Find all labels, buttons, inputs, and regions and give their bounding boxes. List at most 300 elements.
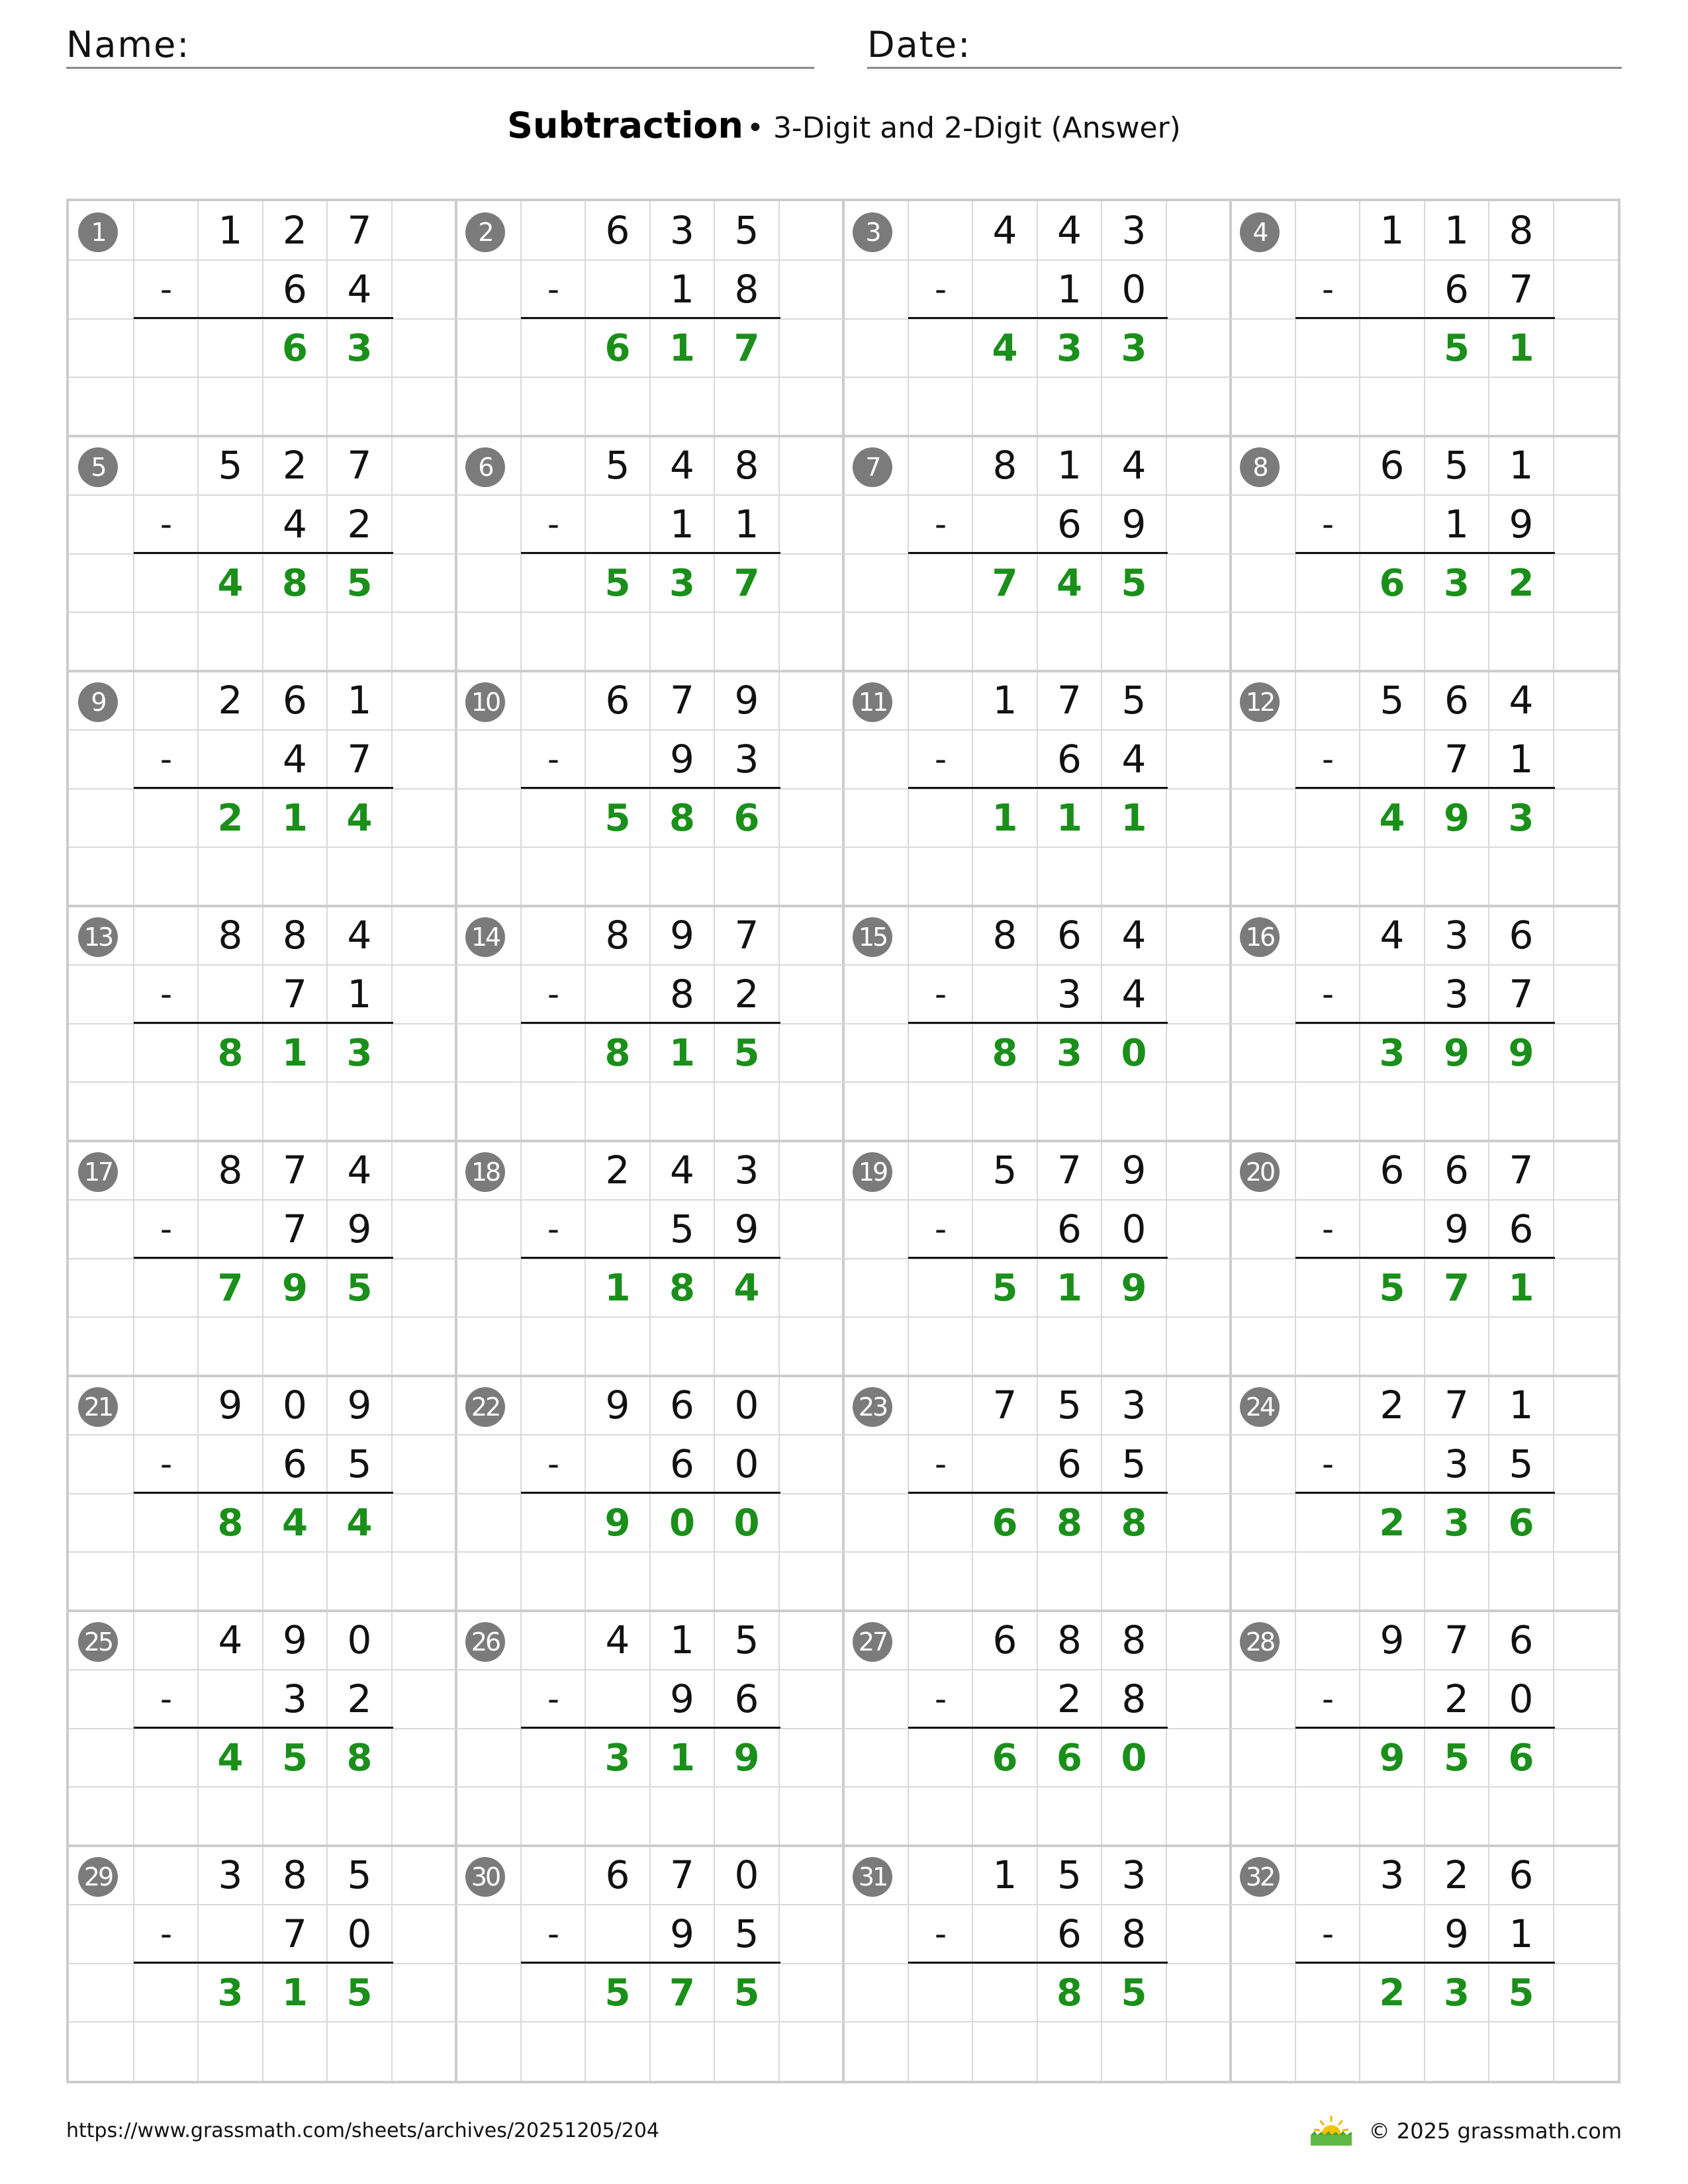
answer-digit: 1 xyxy=(282,1971,308,2015)
minus-sign: - xyxy=(160,1445,173,1483)
answer-digit: 6 xyxy=(1056,1736,1082,1780)
problem-16 xyxy=(1231,906,1618,1142)
minuend-digit: 1 xyxy=(670,1617,694,1662)
problem-28 xyxy=(1231,1611,1618,1846)
subtrahend-digit: 3 xyxy=(283,1676,307,1721)
answer-digit: 1 xyxy=(604,1266,631,1310)
minuend-digit: 4 xyxy=(670,1148,694,1193)
answer-digit: 8 xyxy=(346,1736,373,1780)
minuend-digit: 1 xyxy=(992,1852,1017,1897)
answer-digit: 2 xyxy=(1508,561,1534,605)
answer-rule xyxy=(134,1727,393,1729)
problem-number-badge: 30 xyxy=(465,1857,505,1897)
problem-number-badge: 29 xyxy=(78,1857,118,1897)
minuend-digit: 7 xyxy=(734,913,759,958)
answer-digit: 5 xyxy=(1444,1736,1470,1780)
subtrahend-digit: 6 xyxy=(1057,1441,1082,1486)
subtrahend-digit: 5 xyxy=(734,1911,759,1956)
minuend-digit: 0 xyxy=(734,1383,759,1428)
problem-23 xyxy=(843,1376,1231,1612)
problem-32 xyxy=(1231,1846,1618,2081)
problem-number-badge: 31 xyxy=(853,1857,892,1897)
problem-26 xyxy=(456,1611,844,1846)
problem-27 xyxy=(843,1611,1231,1846)
answer-digit: 1 xyxy=(1056,796,1082,840)
problem-number-badge: 2 xyxy=(465,212,505,252)
minus-sign: - xyxy=(160,1680,173,1718)
subtrahend-digit: 0 xyxy=(1121,1206,1147,1251)
answer-digit: 7 xyxy=(733,561,760,605)
minuend-digit: 6 xyxy=(605,678,630,723)
subtrahend-digit: 8 xyxy=(1121,1676,1147,1721)
answer-digit: 1 xyxy=(1508,1266,1534,1310)
problem-number-badge: 15 xyxy=(853,917,892,957)
problem-number-badge: 6 xyxy=(465,447,505,487)
subtrahend-digit: 9 xyxy=(670,1911,694,1956)
minuend-digit: 7 xyxy=(1444,1383,1469,1428)
minus-sign: - xyxy=(1321,975,1335,1013)
answer-digit: 5 xyxy=(1121,561,1147,605)
problem-number-badge: 23 xyxy=(853,1387,892,1427)
minuend-digit: 4 xyxy=(218,1617,243,1662)
answer-digit: 5 xyxy=(992,1266,1018,1310)
problem-number-badge: 25 xyxy=(78,1622,118,1662)
minuend-digit: 8 xyxy=(218,913,243,958)
answer-rule xyxy=(134,1962,393,1964)
problem-number-badge: 24 xyxy=(1240,1387,1280,1427)
minuend-digit: 4 xyxy=(605,1617,630,1662)
answer-digit: 4 xyxy=(282,1501,308,1545)
problem-11 xyxy=(843,671,1231,907)
answer-digit: 9 xyxy=(1121,1266,1147,1310)
answer-rule xyxy=(134,1022,393,1024)
answer-rule xyxy=(908,1492,1168,1494)
problem-number-badge: 8 xyxy=(1240,447,1280,487)
minuend-digit: 3 xyxy=(1380,1852,1405,1897)
minuend-digit: 9 xyxy=(283,1617,307,1662)
problem-1 xyxy=(69,201,457,437)
problem-number-badge: 5 xyxy=(78,447,118,487)
minuend-digit: 5 xyxy=(1380,678,1405,723)
subtrahend-digit: 7 xyxy=(347,736,372,782)
subtrahend-digit: 6 xyxy=(1057,1206,1082,1251)
subtrahend-digit: 6 xyxy=(1057,1911,1082,1956)
minuend-digit: 4 xyxy=(992,208,1017,253)
minuend-digit: 5 xyxy=(1057,1852,1082,1897)
answer-digit: 4 xyxy=(1056,561,1082,605)
minuend-digit: 3 xyxy=(1121,1852,1147,1897)
answer-rule xyxy=(134,1257,393,1259)
minuend-digit: 2 xyxy=(283,208,307,253)
problem-number-badge: 22 xyxy=(465,1387,505,1427)
minuend-digit: 9 xyxy=(605,1383,630,1428)
answer-rule xyxy=(134,787,393,789)
footer-copyright: © 2025 grassmath.com xyxy=(1368,2118,1622,2144)
answer-digit: 9 xyxy=(1444,796,1470,840)
worksheet-title xyxy=(0,105,1688,146)
answer-rule xyxy=(521,1962,780,1964)
answer-digit: 6 xyxy=(604,326,631,370)
answer-digit: 8 xyxy=(669,796,695,840)
answer-digit: 3 xyxy=(1444,1501,1470,1545)
title-subtitle: • 3-Digit and 2-Digit (Answer) xyxy=(747,111,1181,145)
subtrahend-digit: 5 xyxy=(1509,1441,1534,1486)
minuend-digit: 6 xyxy=(1509,1852,1534,1897)
minuend-digit: 7 xyxy=(1057,678,1082,723)
answer-digit: 9 xyxy=(604,1501,631,1545)
problem-number-badge: 7 xyxy=(853,447,892,487)
problem-number-badge: 13 xyxy=(78,917,118,957)
minuend-digit: 1 xyxy=(1509,1383,1534,1428)
problem-number-badge: 12 xyxy=(1240,682,1280,722)
answer-digit: 9 xyxy=(1379,1736,1405,1780)
minuend-digit: 3 xyxy=(218,1852,243,1897)
answer-digit: 7 xyxy=(733,326,760,370)
answer-digit: 8 xyxy=(282,561,308,605)
minus-sign: - xyxy=(934,975,947,1013)
minuend-digit: 4 xyxy=(670,443,694,488)
answer-digit: 6 xyxy=(1508,1501,1534,1545)
problem-15 xyxy=(843,906,1231,1142)
minuend-digit: 0 xyxy=(734,1852,759,1897)
subtrahend-digit: 1 xyxy=(1509,1911,1534,1956)
minus-sign: - xyxy=(160,1210,173,1248)
minus-sign: - xyxy=(1321,505,1335,543)
subtrahend-digit: 9 xyxy=(734,1206,759,1251)
answer-rule xyxy=(908,787,1168,789)
problem-number-badge: 17 xyxy=(78,1152,118,1192)
minus-sign: - xyxy=(934,1210,947,1248)
answer-digit: 7 xyxy=(992,561,1018,605)
minuend-digit: 6 xyxy=(1444,1148,1469,1193)
answer-rule xyxy=(134,552,393,554)
problem-9 xyxy=(69,671,457,907)
subtrahend-digit: 6 xyxy=(283,1441,307,1486)
answer-digit: 3 xyxy=(1056,1031,1082,1075)
minuend-digit: 5 xyxy=(1057,1383,1082,1428)
minuend-digit: 3 xyxy=(734,1148,759,1193)
minuend-digit: 8 xyxy=(734,443,759,488)
minus-sign: - xyxy=(934,1445,947,1483)
minuend-digit: 2 xyxy=(218,678,243,723)
subtrahend-digit: 7 xyxy=(1509,971,1534,1017)
subtrahend-digit: 9 xyxy=(670,1676,694,1721)
minus-sign: - xyxy=(547,975,560,1013)
problem-number-badge: 4 xyxy=(1240,212,1280,252)
minuend-digit: 5 xyxy=(347,1852,372,1897)
answer-digit: 7 xyxy=(217,1266,244,1310)
minuend-digit: 8 xyxy=(283,1852,307,1897)
subtrahend-digit: 6 xyxy=(283,266,307,312)
minus-sign: - xyxy=(1321,740,1335,778)
sun-over-grass-icon xyxy=(1308,2115,1354,2147)
answer-digit: 5 xyxy=(1444,326,1470,370)
subtrahend-digit: 2 xyxy=(734,971,759,1017)
minus-sign: - xyxy=(934,740,947,778)
minuend-digit: 7 xyxy=(992,1383,1017,1428)
minuend-digit: 6 xyxy=(1380,1148,1405,1193)
minuend-digit: 3 xyxy=(1121,1383,1147,1428)
minuend-digit: 2 xyxy=(605,1148,630,1193)
problem-19 xyxy=(843,1141,1231,1377)
answer-rule xyxy=(908,1257,1168,1259)
minuend-digit: 0 xyxy=(347,1617,372,1662)
answer-rule xyxy=(521,1727,780,1729)
minuend-digit: 4 xyxy=(1057,208,1082,253)
minuend-digit: 3 xyxy=(1444,913,1469,958)
subtrahend-digit: 1 xyxy=(1444,501,1469,547)
problem-number-badge: 14 xyxy=(465,917,505,957)
answer-rule xyxy=(134,1492,393,1494)
minuend-digit: 7 xyxy=(283,1148,307,1193)
subtrahend-digit: 7 xyxy=(283,971,307,1017)
subtrahend-digit: 4 xyxy=(347,266,372,312)
subtrahend-digit: 6 xyxy=(1057,501,1082,547)
answer-rule xyxy=(1295,552,1555,554)
answer-digit: 1 xyxy=(282,1031,308,1075)
minuend-digit: 9 xyxy=(734,678,759,723)
minuend-digit: 8 xyxy=(1057,1617,1082,1662)
minuend-digit: 4 xyxy=(1121,443,1147,488)
subtrahend-digit: 1 xyxy=(1057,266,1082,312)
problem-number-badge: 16 xyxy=(1240,917,1280,957)
answer-digit: 5 xyxy=(346,561,373,605)
minuend-digit: 6 xyxy=(605,208,630,253)
subtrahend-digit: 7 xyxy=(283,1911,307,1956)
problem-22 xyxy=(456,1376,844,1612)
problem-10 xyxy=(456,671,844,907)
answer-digit: 1 xyxy=(1508,326,1534,370)
minuend-digit: 5 xyxy=(1121,678,1147,723)
name-label: Name: xyxy=(66,24,191,66)
answer-digit: 7 xyxy=(669,1971,695,2015)
problem-6 xyxy=(456,436,844,672)
subtrahend-digit: 0 xyxy=(734,1441,759,1486)
minuend-digit: 2 xyxy=(1444,1852,1469,1897)
minus-sign: - xyxy=(1321,1680,1335,1718)
minuend-digit: 3 xyxy=(1121,208,1147,253)
footer-url: https://www.grassmath.com/sheets/archives/20251205/204 xyxy=(66,2119,660,2142)
subtrahend-digit: 6 xyxy=(1444,266,1469,312)
problem-4 xyxy=(1231,201,1618,437)
answer-rule xyxy=(521,317,780,319)
answer-digit: 2 xyxy=(1379,1971,1405,2015)
minus-sign: - xyxy=(547,1915,560,1953)
answer-digit: 1 xyxy=(282,796,308,840)
answer-digit: 5 xyxy=(733,1971,760,2015)
subtrahend-digit: 7 xyxy=(1444,736,1469,782)
subtrahend-digit: 3 xyxy=(1444,971,1469,1017)
date-field[interactable] xyxy=(867,24,1622,69)
answer-digit: 8 xyxy=(1056,1501,1082,1545)
problem-20 xyxy=(1231,1141,1618,1377)
subtrahend-digit: 2 xyxy=(1057,1676,1082,1721)
minuend-digit: 0 xyxy=(283,1383,307,1428)
minuend-digit: 1 xyxy=(1380,208,1405,253)
problem-number-badge: 19 xyxy=(853,1152,892,1192)
name-line xyxy=(66,67,814,69)
answer-digit: 3 xyxy=(604,1736,631,1780)
minus-sign: - xyxy=(160,270,173,308)
title-main: Subtraction xyxy=(507,105,743,146)
answer-rule xyxy=(134,317,393,319)
minus-sign: - xyxy=(1321,1445,1335,1483)
minuend-digit: 7 xyxy=(1057,1148,1082,1193)
minuend-digit: 9 xyxy=(1121,1148,1147,1193)
problem-number-badge: 3 xyxy=(853,212,892,252)
answer-digit: 1 xyxy=(1121,796,1147,840)
problem-number-badge: 21 xyxy=(78,1387,118,1427)
subtrahend-digit: 9 xyxy=(1444,1206,1469,1251)
subtrahend-digit: 0 xyxy=(1509,1676,1534,1721)
answer-digit: 4 xyxy=(733,1266,760,1310)
answer-rule xyxy=(1295,1727,1555,1729)
answer-digit: 5 xyxy=(282,1736,308,1780)
problem-number-badge: 27 xyxy=(853,1622,892,1662)
problem-number-badge: 26 xyxy=(465,1622,505,1662)
minus-sign: - xyxy=(934,1680,947,1718)
answer-digit: 4 xyxy=(217,1736,244,1780)
answer-digit: 3 xyxy=(1508,796,1534,840)
problem-17 xyxy=(69,1141,457,1377)
answer-digit: 3 xyxy=(1121,326,1147,370)
answer-digit: 3 xyxy=(1444,1971,1470,2015)
minuend-digit: 2 xyxy=(1380,1383,1405,1428)
minuend-digit: 5 xyxy=(605,443,630,488)
answer-digit: 3 xyxy=(217,1971,244,2015)
answer-digit: 3 xyxy=(346,326,373,370)
problem-number-badge: 32 xyxy=(1240,1857,1280,1897)
answer-digit: 9 xyxy=(282,1266,308,1310)
answer-digit: 0 xyxy=(733,1501,760,1545)
subtrahend-digit: 1 xyxy=(670,501,694,547)
minuend-digit: 7 xyxy=(670,678,694,723)
minuend-digit: 1 xyxy=(347,678,372,723)
answer-digit: 6 xyxy=(733,796,760,840)
answer-rule xyxy=(521,1492,780,1494)
answer-digit: 6 xyxy=(992,1501,1018,1545)
answer-digit: 9 xyxy=(733,1736,760,1780)
minus-sign: - xyxy=(934,270,947,308)
answer-digit: 8 xyxy=(217,1501,244,1545)
answer-digit: 8 xyxy=(604,1031,631,1075)
subtrahend-digit: 6 xyxy=(670,1441,694,1486)
subtrahend-digit: 9 xyxy=(1121,501,1147,547)
answer-digit: 0 xyxy=(669,1501,695,1545)
answer-digit: 8 xyxy=(992,1031,1018,1075)
answer-digit: 5 xyxy=(604,1971,631,2015)
subtrahend-digit: 6 xyxy=(734,1676,759,1721)
subtrahend-digit: 3 xyxy=(1444,1441,1469,1486)
answer-digit: 3 xyxy=(346,1031,373,1075)
answer-digit: 3 xyxy=(1379,1031,1405,1075)
answer-digit: 9 xyxy=(1508,1031,1534,1075)
date-line xyxy=(867,67,1622,69)
subtrahend-digit: 1 xyxy=(1509,736,1534,782)
minuend-digit: 2 xyxy=(283,443,307,488)
answer-rule xyxy=(521,1257,780,1259)
footer-brand xyxy=(1308,2115,1622,2147)
problem-number-badge: 18 xyxy=(465,1152,505,1192)
answer-digit: 3 xyxy=(1056,326,1082,370)
subtrahend-digit: 9 xyxy=(1509,501,1534,547)
answer-digit: 2 xyxy=(1379,1501,1405,1545)
minuend-digit: 7 xyxy=(670,1852,694,1897)
problem-12 xyxy=(1231,671,1618,907)
answer-rule xyxy=(1295,1492,1555,1494)
subtrahend-digit: 4 xyxy=(283,736,307,782)
subtrahend-digit: 8 xyxy=(1121,1911,1147,1956)
problem-7 xyxy=(843,436,1231,672)
minuend-digit: 6 xyxy=(992,1617,1017,1662)
answer-digit: 4 xyxy=(992,326,1018,370)
subtrahend-digit: 5 xyxy=(347,1441,372,1486)
answer-digit: 5 xyxy=(604,796,631,840)
answer-digit: 5 xyxy=(346,1266,373,1310)
minuend-digit: 5 xyxy=(734,208,759,253)
subtrahend-digit: 9 xyxy=(1444,1911,1469,1956)
minuend-digit: 9 xyxy=(670,913,694,958)
minuend-digit: 8 xyxy=(992,443,1017,488)
answer-digit: 6 xyxy=(1379,561,1405,605)
minuend-digit: 6 xyxy=(1380,443,1405,488)
minus-sign: - xyxy=(547,505,560,543)
answer-digit: 6 xyxy=(1508,1736,1534,1780)
subtrahend-digit: 3 xyxy=(734,736,759,782)
subtrahend-digit: 7 xyxy=(1509,266,1534,312)
minuend-digit: 7 xyxy=(1444,1617,1469,1662)
minuend-digit: 5 xyxy=(992,1148,1017,1193)
answer-digit: 5 xyxy=(1508,1971,1534,2015)
minus-sign: - xyxy=(934,505,947,543)
subtrahend-digit: 1 xyxy=(347,971,372,1017)
answer-rule xyxy=(521,787,780,789)
minuend-digit: 4 xyxy=(1509,678,1534,723)
minuend-digit: 8 xyxy=(218,1148,243,1193)
problem-number-badge: 28 xyxy=(1240,1622,1280,1662)
name-field[interactable] xyxy=(66,24,814,69)
problem-grid xyxy=(66,199,1620,2083)
answer-rule xyxy=(1295,1257,1555,1259)
answer-digit: 4 xyxy=(346,796,373,840)
minuend-digit: 4 xyxy=(1121,913,1147,958)
answer-rule xyxy=(1295,317,1555,319)
minuend-digit: 5 xyxy=(1444,443,1469,488)
minuend-digit: 8 xyxy=(1121,1617,1147,1662)
problem-14 xyxy=(456,906,844,1142)
answer-digit: 4 xyxy=(1379,796,1405,840)
answer-rule xyxy=(521,552,780,554)
answer-digit: 9 xyxy=(1444,1031,1470,1075)
answer-digit: 1 xyxy=(1056,1266,1082,1310)
answer-digit: 2 xyxy=(217,796,244,840)
minuend-digit: 6 xyxy=(1509,1617,1534,1662)
answer-digit: 4 xyxy=(346,1501,373,1545)
answer-digit: 1 xyxy=(669,1031,695,1075)
answer-rule xyxy=(908,317,1168,319)
subtrahend-digit: 9 xyxy=(670,736,694,782)
minuend-digit: 8 xyxy=(1509,208,1534,253)
answer-digit: 5 xyxy=(604,561,631,605)
minus-sign: - xyxy=(547,1680,560,1718)
minuend-digit: 6 xyxy=(1444,678,1469,723)
subtrahend-digit: 2 xyxy=(347,1676,372,1721)
minus-sign: - xyxy=(160,505,173,543)
problem-number-badge: 1 xyxy=(78,212,118,252)
subtrahend-digit: 0 xyxy=(347,1911,372,1956)
minuend-digit: 1 xyxy=(1444,208,1469,253)
answer-digit: 0 xyxy=(1121,1736,1147,1780)
